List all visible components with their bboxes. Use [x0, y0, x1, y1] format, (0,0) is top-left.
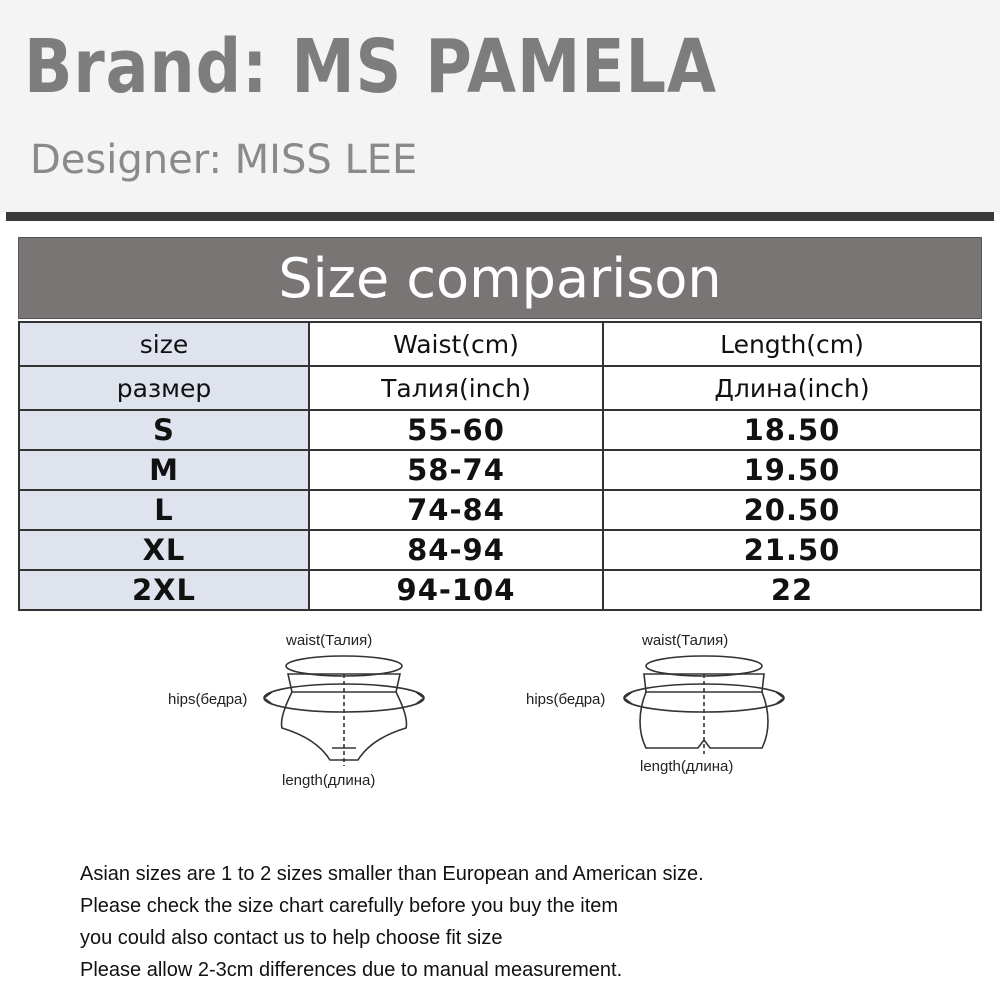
boxer-illustration — [618, 648, 798, 758]
waist-cell: 74-84 — [309, 490, 603, 530]
note-line: Please allow 2-3cm differences due to manual measurement. — [80, 959, 623, 981]
size-table-title: Size comparison — [278, 246, 722, 310]
header-cell-size: size — [19, 322, 309, 366]
designer-subtitle: Designer: MISS LEE — [30, 137, 418, 183]
header-banner — [0, 0, 1000, 212]
header-cell-length: Length(cm) — [603, 322, 981, 366]
size-cell: L — [19, 490, 309, 530]
length-cell: 20.50 — [603, 490, 981, 530]
waist-cell: 84-94 — [309, 530, 603, 570]
brief-waist-label: waist(Талия) — [286, 632, 373, 649]
brand-title: Brand: MS PAMELA — [24, 24, 718, 110]
note-line: you could also contact us to help choose fit size — [80, 927, 503, 949]
size-cell: S — [19, 410, 309, 450]
table-row — [19, 570, 981, 610]
length-cell: 21.50 — [603, 530, 981, 570]
notes-block — [80, 858, 960, 986]
size-table-title-bar — [18, 237, 982, 319]
waist-cell: 55-60 — [309, 410, 603, 450]
header-cell-length-ru: Длина(inch) — [603, 366, 981, 410]
table-header-row — [19, 322, 981, 366]
boxer-waist-label: waist(Талия) — [642, 632, 729, 649]
note-line: Please check the size chart carefully before you buy the item — [80, 895, 619, 917]
header-cell-waist: Waist(cm) — [309, 322, 603, 366]
header-cell-size-ru: размер — [19, 366, 309, 410]
length-cell: 18.50 — [603, 410, 981, 450]
header-cell-waist-ru: Талия(inch) — [309, 366, 603, 410]
table-row — [19, 410, 981, 450]
note-line: Asian sizes are 1 to 2 sizes smaller than European and American size. — [80, 863, 704, 885]
boxer-length-label: length(длина) — [640, 758, 734, 775]
header-divider — [6, 212, 994, 221]
waist-cell: 94-104 — [309, 570, 603, 610]
boxer-hips-label: hips(бедра) — [526, 691, 606, 708]
length-cell: 19.50 — [603, 450, 981, 490]
brief-illustration — [262, 648, 442, 768]
size-cell: XL — [19, 530, 309, 570]
table-row — [19, 450, 981, 490]
size-cell: 2XL — [19, 570, 309, 610]
size-table — [18, 321, 982, 611]
waist-cell: 58-74 — [309, 450, 603, 490]
table-row — [19, 490, 981, 530]
size-cell: M — [19, 450, 309, 490]
length-cell: 22 — [603, 570, 981, 610]
brief-length-label: length(длина) — [282, 772, 376, 789]
table-row — [19, 530, 981, 570]
brief-hips-label: hips(бедра) — [168, 691, 248, 708]
table-header-row-ru — [19, 366, 981, 410]
